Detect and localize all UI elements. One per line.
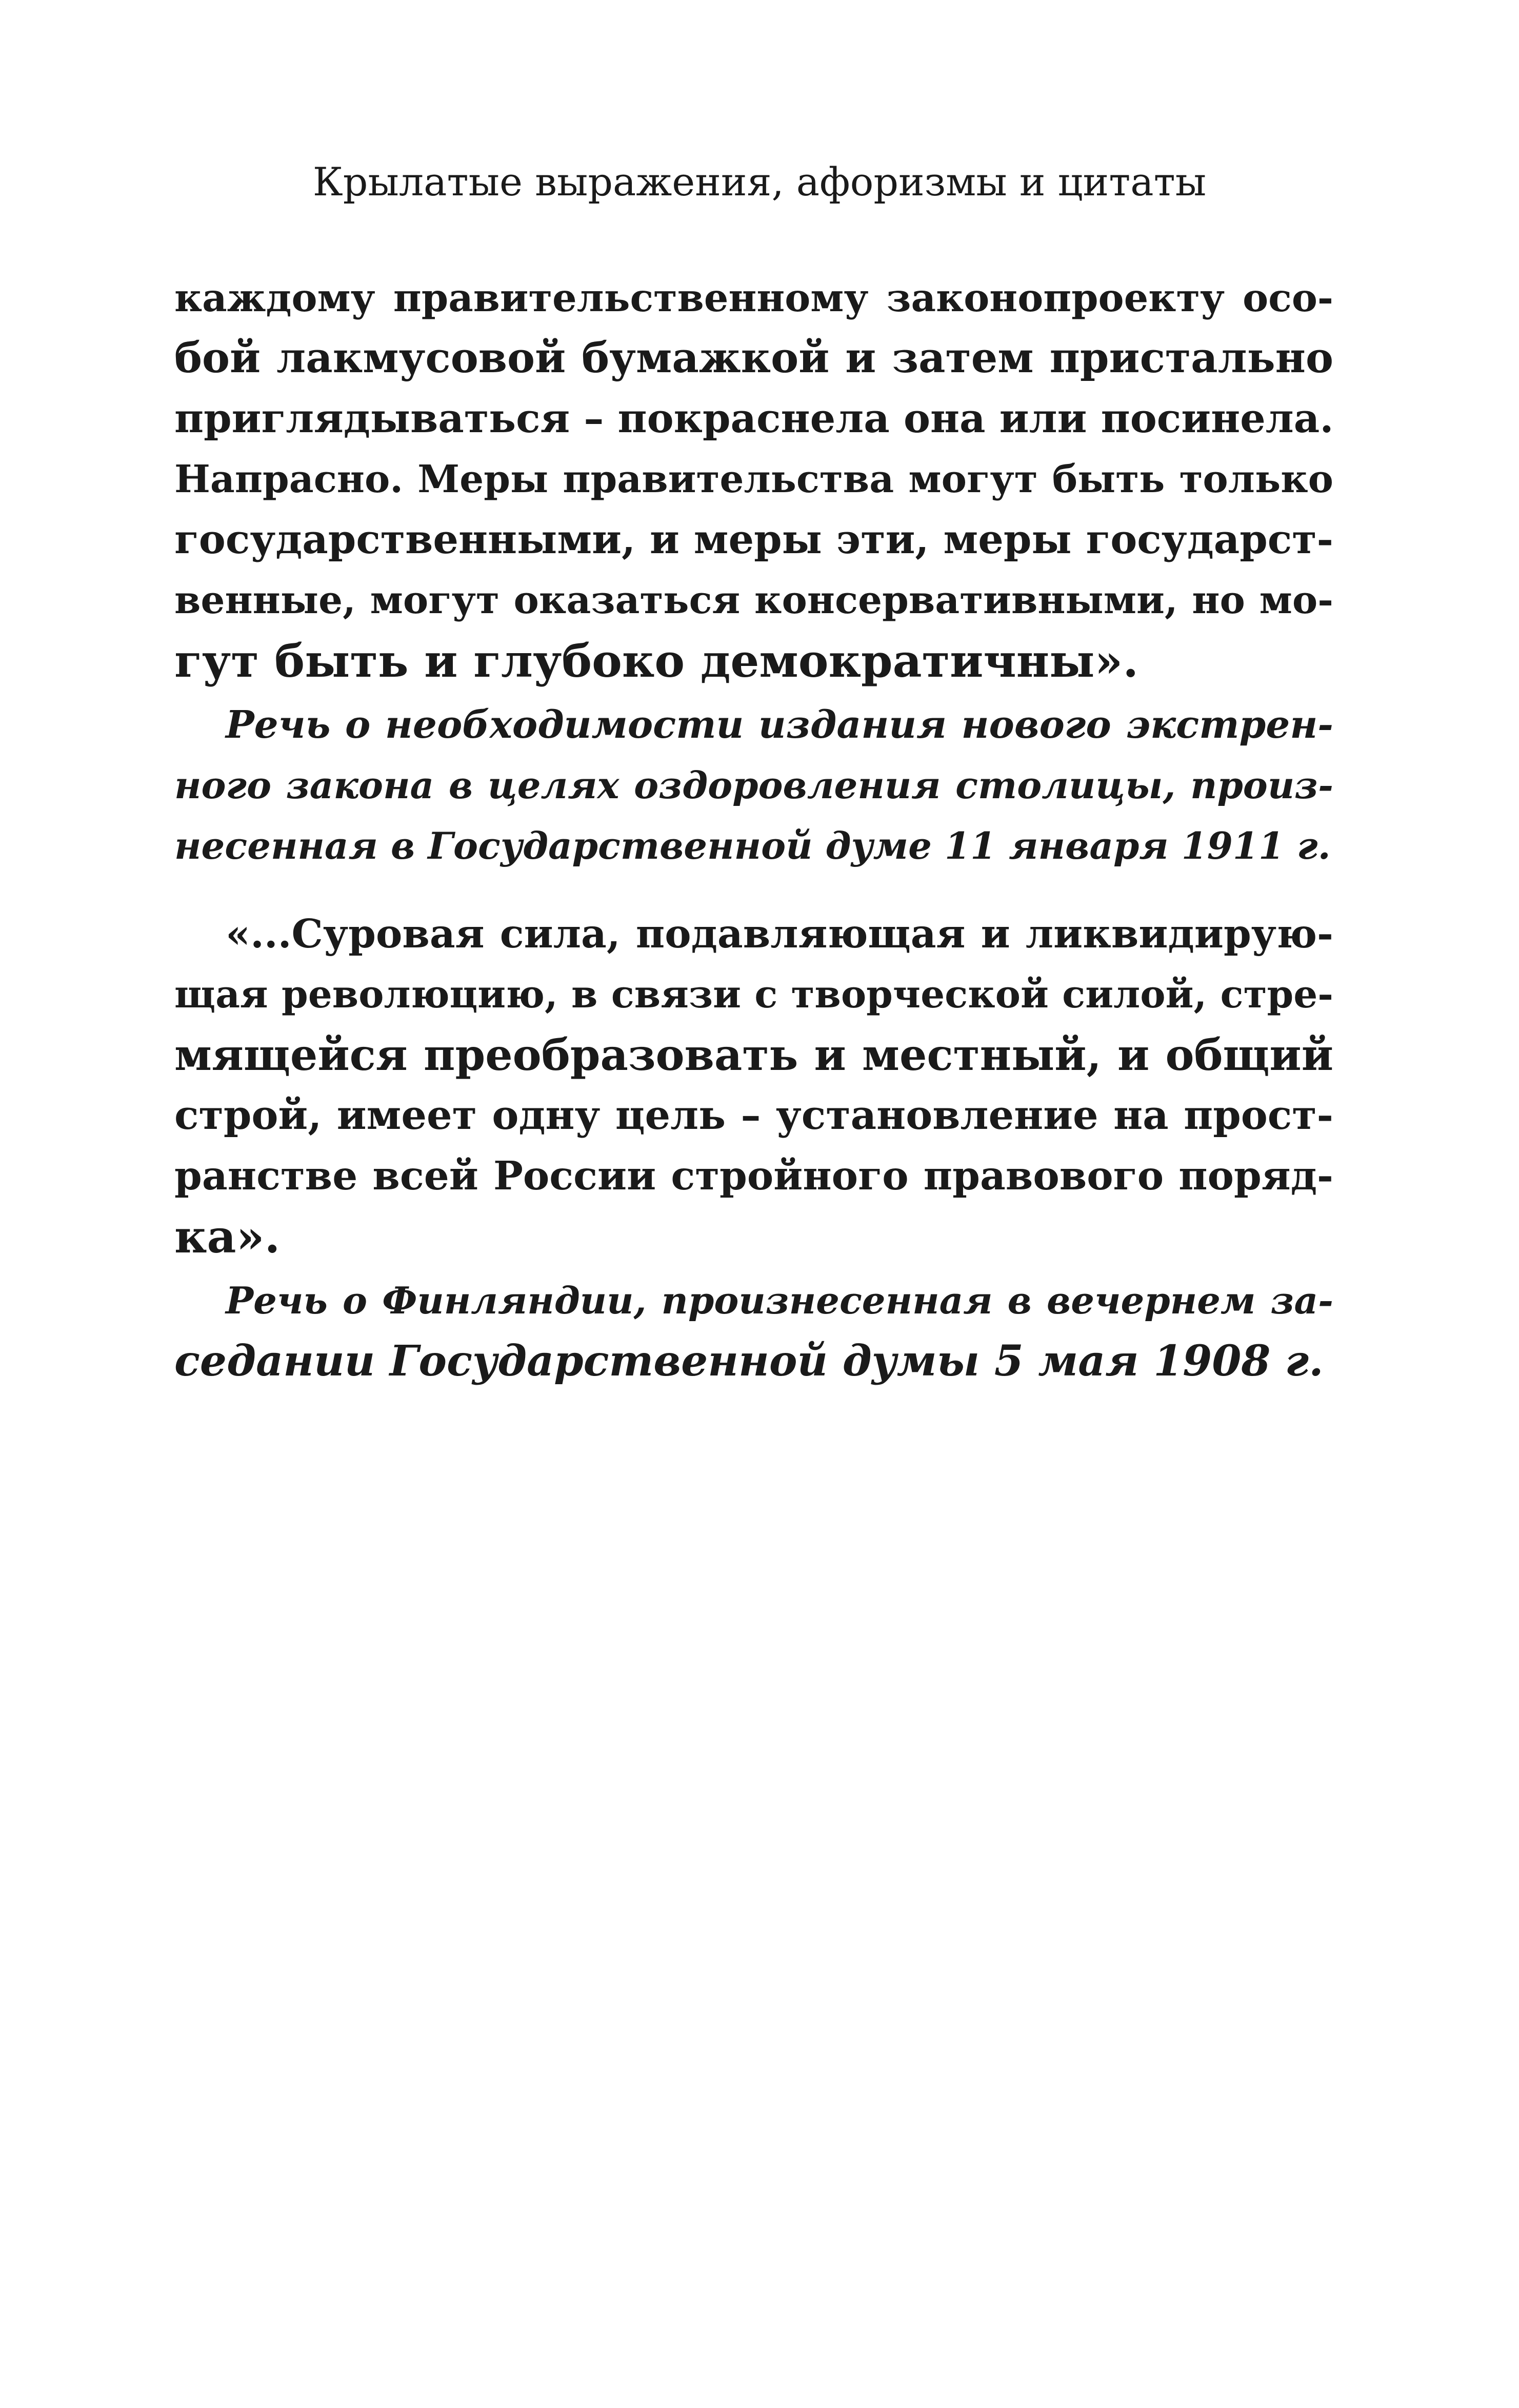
- quote-block: [174, 904, 1333, 1267]
- text-line: «...Суровая сила, подавляющая и ликвидирую-: [226, 911, 1333, 957]
- source-line: ного закона в целях оздоровления столицы, произ-: [174, 763, 1333, 807]
- text-line: ка».: [174, 1210, 281, 1263]
- source-line: Речь о необходимости издания нового экстрен-: [226, 703, 1333, 747]
- quote-fragment: [174, 268, 1333, 691]
- text-line: Напрасно. Меры правительства могут быть только: [174, 457, 1333, 501]
- text-line: мящейся преобразовать и местный, и общий: [174, 1029, 1333, 1080]
- text-line: каждому правительственному законопроекту осо-: [174, 275, 1333, 320]
- text-line: гут быть и глубоко демократичны».: [174, 634, 1139, 687]
- text-line: венные, могут оказаться консервативными, но мо-: [174, 578, 1333, 622]
- text-line: государственными, и меры эти, меры государст-: [174, 516, 1333, 563]
- text-line: ранстве всей России стройного правового поряд-: [174, 1153, 1333, 1199]
- quote-source: [174, 695, 1333, 876]
- source-line: Речь о Финляндии, произнесенная в вечернем за-: [226, 1279, 1333, 1322]
- text-line: щая революцию, в связи с творческой силой, стре-: [174, 973, 1333, 1017]
- text-line: строй, имеет одну цель – установление на прост-: [174, 1092, 1333, 1139]
- quote-source: [174, 1270, 1333, 1391]
- running-header: Крылатые выражения, афоризмы и цитаты: [312, 159, 1207, 205]
- text-line: приглядываться – покраснела она или посинела.: [174, 395, 1334, 442]
- source-line: седании Государственной думы 5 мая 1908 г.: [174, 1337, 1324, 1386]
- text-line: бой лакмусовой бумажкой и затем пристально: [174, 334, 1333, 382]
- source-line: несенная в Государственной думе 11 января 1911 г.: [174, 824, 1331, 867]
